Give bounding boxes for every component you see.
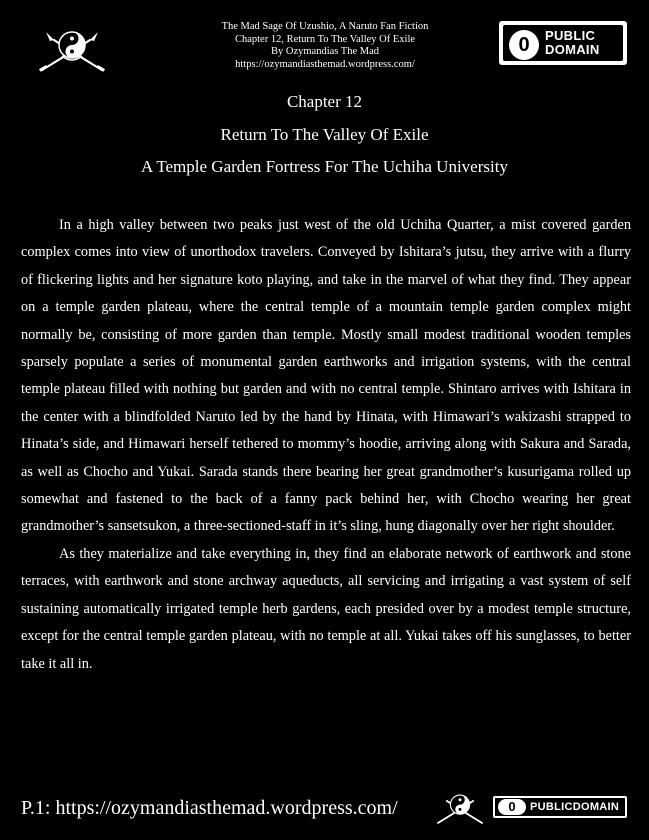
public-domain-badge <box>499 21 627 65</box>
header-line-author: By Ozymandias The Mad <box>271 46 379 58</box>
chapter-heading <box>0 88 649 186</box>
header-meta <box>140 21 510 71</box>
chapter-body <box>21 212 631 678</box>
chapter-subtitle: A Temple Garden Fortress For The Uchiha University <box>141 157 508 176</box>
yin-yang-crossed-swords-icon <box>38 28 106 74</box>
header-line-chapter: Chapter 12, Return To The Valley Of Exile <box>234 33 416 45</box>
chapter-number: Chapter 12 <box>286 92 363 111</box>
chapter-title: Return To The Valley Of Exile <box>220 124 429 144</box>
public-domain-label-line1: PUBLIC <box>545 28 596 43</box>
public-domain-icon: 0 <box>498 799 526 815</box>
footer-page-url[interactable]: P.1: https://ozymandiasthemad.wordpress.com/ <box>21 797 398 819</box>
header-line-series: The Mad Sage Of Uzushio, A Naruto Fan Fiction <box>221 21 429 32</box>
footer-public-domain-badge <box>493 796 627 818</box>
body-paragraph: As they materialize and take everything in, they find an elaborate network of earthwork and stone terraces, with earthwork and stone archway aqueducts, all servicing and irrigating a vast system of self sustaining automatically irrigated temple herb gardens, each presided over by a modest temple structure, except for the central temple garden plateau, with no temple at all. Yukai takes off his sunglasses, to better take it all in. <box>21 545 631 672</box>
header-line-url[interactable]: https://ozymandiasthemad.wordpress.com/ <box>235 58 415 70</box>
public-domain-label <box>545 29 600 57</box>
body-paragraph: In a high valley between two peaks just west of the old Uchiha Quarter, a mist covered garden complex comes into view of unorthodox travelers. Conveyed by Ishitara’s jutsu, they arrive with a flurry of flickering lights and her signature koto playing, and take in the marvel of what they find. They appear on a temple garden plateau, where the central temple of a mountain temple garden complex might normally be, consisting of more garden than temple. Mostly small modest traditional wooden temples sparsely populate a series of monumental garden earthworks and irrigation systems, with the central temple plateau filled with nothing but garden and with no central temple. Shintaro arrives with Ishitara in the center with a blindfolded Naruto led by the hand by Hinata, with Himawari’s wakizashi strapped to Hinata’s side, and Himawari herself tethered to mommy’s hoodie, arriving along with Sakura and Sarada, as well as Chocho and Yukai. Sarada stands there bearing her great grandmother’s kusurigama rolled up somewhat and fastened to the back of a fanny pack behind her, with Chocho wearing her great grandmother’s sansetsukon, a three-sectioned-staff in it’s sling, hung diagonally over her right shoulder. <box>21 217 631 535</box>
public-domain-symbol: 0 <box>518 34 530 56</box>
yin-yang-crossed-swords-icon <box>435 792 485 826</box>
public-domain-icon <box>509 30 539 60</box>
footer-badge-label: PUBLICDOMAIN <box>530 801 620 813</box>
public-domain-label-line2: DOMAIN <box>545 42 600 57</box>
